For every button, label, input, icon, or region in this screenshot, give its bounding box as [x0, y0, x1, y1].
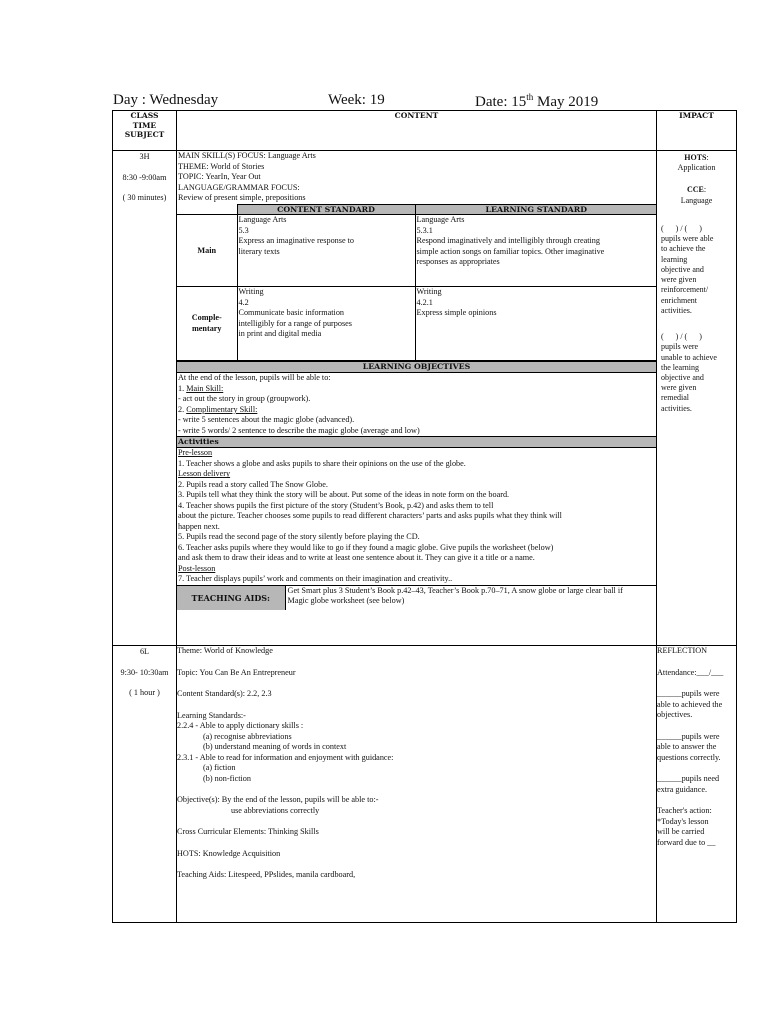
- class-time: 8:30 -9:00am: [122, 172, 167, 182]
- impact-cell-1: HOTS: Application CCE: Language ( ) / ( ) pupils were able to achieve the learning objective and were given reinforcement/ enrichment activities. ( ) / ( ) pupils were unable to achieve the learning objective and were given remedial activities.: [657, 151, 737, 646]
- achieve-checkbox: ( ) / ( ): [661, 223, 702, 233]
- content-standard-header: CONTENT STANDARD: [237, 204, 415, 215]
- lesson-row-1: [113, 151, 737, 646]
- lesson-row-2: [113, 646, 737, 923]
- col-class-header: CLASS TIME SUBJECT: [113, 111, 177, 151]
- class-name: 3H: [139, 152, 150, 161]
- week-label: Week: 19: [328, 92, 385, 108]
- lesson-intro: MAIN SKILL(S) FOCUS: Language Arts THEME: World of Stories TOPIC: YearIn, Year Out LANGUAGE/GRAMMAR FOCUS: Review of present simple, prepositions: [178, 151, 316, 202]
- teaching-aids-row: [177, 585, 656, 610]
- comp-learning-standard: Writing 4.2.1 Express simple opinions: [415, 287, 657, 361]
- col-impact-header: IMPACT: [657, 111, 737, 151]
- table-header-row: [113, 111, 737, 151]
- unable-checkbox: ( ) / ( ): [661, 332, 702, 342]
- day-label: Day : Wednesday: [113, 92, 219, 108]
- main-content-standard: Language Arts 5.3 Express an imaginative response to literary texts: [237, 215, 415, 287]
- main-label: Main: [177, 215, 237, 287]
- class-time: 9:30- 10:30am: [120, 667, 169, 677]
- class-duration: ( 1 hour ): [129, 688, 160, 697]
- teaching-aids-label: TEACHING AIDS:: [177, 586, 286, 610]
- teaching-aids-text: Get Smart plus 3 Student’s Book p.42–43, Teacher’s Book p.70–71, A snow globe or large clear ball if Magic globe worksheet (see below): [287, 585, 623, 606]
- standards-table: [177, 204, 657, 362]
- class-duration: ( 30 minutes): [122, 193, 167, 202]
- col-content-header: CONTENT: [177, 111, 657, 151]
- class-cell-1: [113, 151, 177, 646]
- date-label: Date: 15th May 2019: [475, 92, 599, 110]
- lesson-plan-table: [112, 110, 737, 923]
- class-cell-2: [113, 646, 177, 923]
- content-cell-2: Theme: World of Knowledge Topic: You Can Be An Entrepreneur Content Standard(s): 2.2, 2.3 Learning Standards:- 2.2.4 - Able to apply dictionary skills : (a) recognise abbreviations (b) understand meaning of words in context 2.3.1 - Able to read for information and enjoyment with guidance: (a) fiction (b) non-fiction Objective(s): By the end of the lesson, pupils will be able to:- use abbreviations correctly Cross Curricular Elements: Thinking Skills HOTS: Knowledge Acquisition Teaching Aids: Litespeed, PPslides, manila cardboard,: [177, 646, 657, 923]
- reflection-cell: REFLECTION Attendance:___/___ ______pupils were able to achieved the objectives. ______pupils were able to answer the questions correctly. ______pupils need extra guidance. Teacher's action: *Today's lesson will be carried forward due to __: [657, 646, 737, 923]
- main-learning-standard: Language Arts 5.3.1 Respond imaginatively and intelligibly through creating simple action songs on familiar topics. Other imaginative responses as appropriates: [415, 215, 657, 287]
- comp-content-standard: Writing 4.2 Communicate basic information intelligibly for a range of purposes in print and digital media: [237, 287, 415, 361]
- learning-objectives-header: LEARNING OBJECTIVES: [177, 361, 656, 373]
- content-cell-1: [177, 151, 657, 646]
- learning-objectives: At the end of the lesson, pupils will be able to: 1. Main Skill: - act out the story in group (groupwork). 2. Complimentary Skill: - write 5 sentences about the magic globe (advanced). - write 5 words/ 2 sentence to describe the magic globe (average and low): [178, 373, 420, 435]
- activities-header: Activities: [177, 436, 656, 448]
- class-name: 6L: [139, 647, 150, 656]
- activities: Pre-lesson 1. Teacher shows a globe and asks pupils to share their opinions on the use of the globe. Lesson delivery 2. Pupils read a story called The Snow Globe. 3. Pupils tell what they think the story will be about. Put some of the ideas in note form on the board. 4. Teacher shows pupils the first picture of the story (Student’s Book, p.42) and asks them to tell about the picture. Teacher chooses some pupils to read different characters’ parts and asks pupils what they think will happen next. 5. Pupils read the second page of the story silently before playing the CD. 6. Teacher asks pupils where they would like to go if they found a magic globe. Give pupils the worksheet (below) and ask them to draw their ideas and to write at least one sentence about it. They can give it a title or a name. Post-lesson 7. Teacher displays pupils’ work and comments on their imagination and creativity..: [178, 448, 562, 584]
- complementary-label: Comple- mentary: [177, 287, 237, 361]
- learning-standard-header: LEARNING STANDARD: [415, 204, 657, 215]
